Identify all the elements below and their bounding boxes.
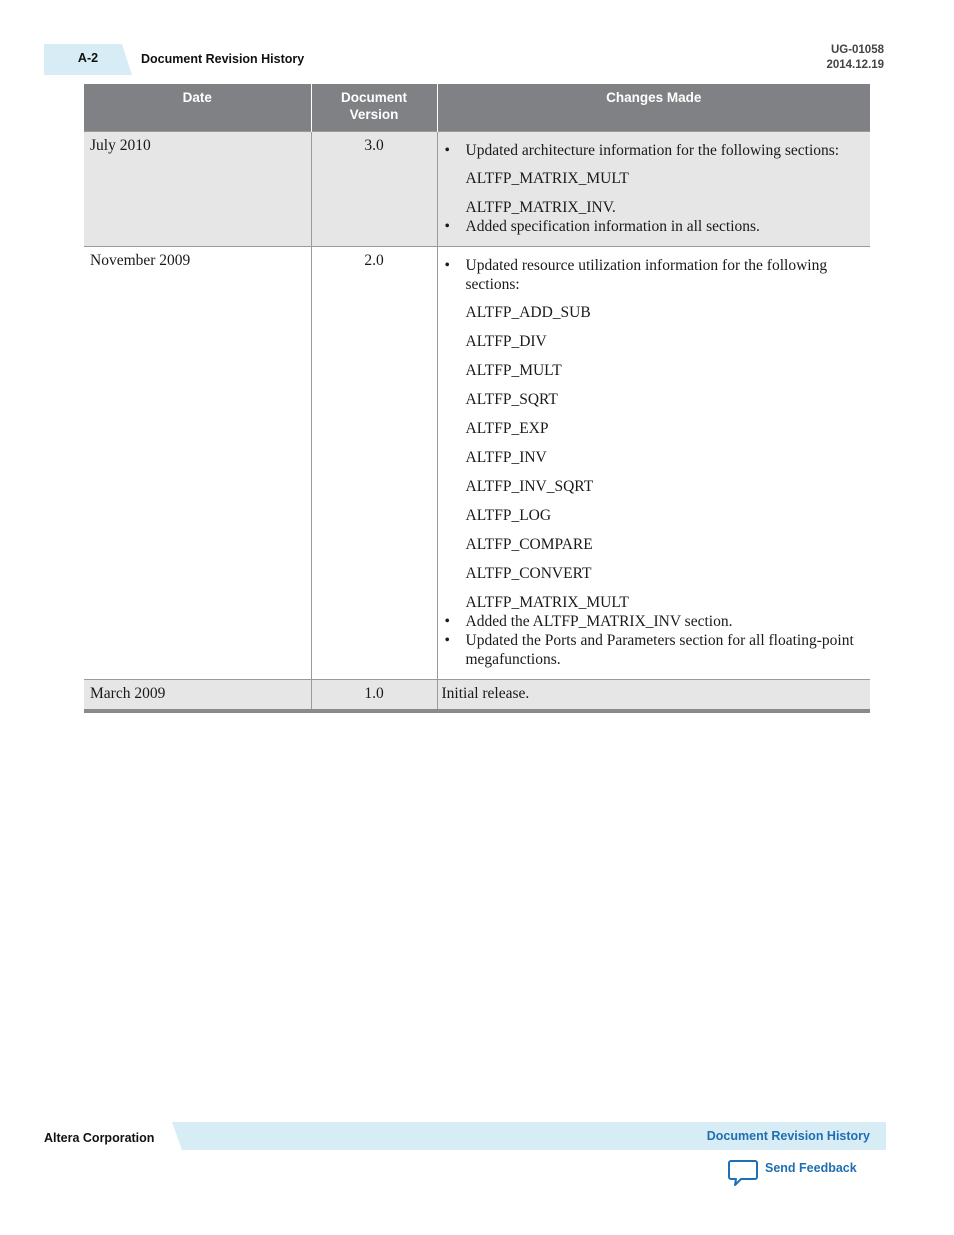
row-version: 3.0 xyxy=(311,132,437,247)
changes-list xyxy=(444,256,865,669)
section-name: ALTFP_MATRIX_MULT xyxy=(465,170,629,187)
column-header-version: Document Version xyxy=(311,84,437,132)
section-name: ALTFP_DIV xyxy=(465,333,547,350)
changes-list xyxy=(444,141,865,236)
column-header-changes: Changes Made xyxy=(437,84,870,132)
change-text: Added specification information in all sections. xyxy=(465,218,760,235)
row-version: 1.0 xyxy=(311,680,437,712)
section-name: ALTFP_SQRT xyxy=(465,391,558,408)
row-date: November 2009 xyxy=(84,247,311,680)
column-header-date: Date xyxy=(84,84,311,132)
change-text: Updated resource utilization information for the following sections: xyxy=(465,257,828,293)
section-name: ALTFP_INV xyxy=(465,449,547,466)
revision-history-table xyxy=(84,84,870,713)
document-id-block xyxy=(826,43,884,73)
table-row xyxy=(84,247,870,680)
row-date: March 2009 xyxy=(84,680,311,712)
change-text: Updated architecture information for the following sections: xyxy=(465,142,840,159)
section-name: ALTFP_ADD_SUB xyxy=(465,304,591,321)
page-number: A-2 xyxy=(77,51,99,65)
change-text: Added the ALTFP_MATRIX_INV section. xyxy=(465,613,733,630)
list-item xyxy=(444,217,865,236)
row-changes xyxy=(437,132,870,247)
send-feedback-button[interactable] xyxy=(727,1158,867,1188)
row-version: 2.0 xyxy=(311,247,437,680)
section-name: ALTFP_EXP xyxy=(465,420,549,437)
section-list xyxy=(466,303,865,612)
running-header-title: Document Revision History xyxy=(141,52,305,66)
document-id: UG-01058 xyxy=(830,44,884,56)
footer-band xyxy=(172,1122,886,1150)
list-item xyxy=(444,256,865,612)
footer-company: Altera Corporation xyxy=(44,1131,155,1145)
section-name: ALTFP_COMPARE xyxy=(465,536,593,553)
section-name: ALTFP_MATRIX_MULT xyxy=(465,594,629,611)
section-name: ALTFP_MATRIX_INV. xyxy=(465,199,616,216)
table-header-row xyxy=(84,84,870,132)
section-name: ALTFP_MULT xyxy=(465,362,562,379)
section-list xyxy=(466,169,865,217)
page-number-tab xyxy=(44,44,132,75)
section-name: ALTFP_LOG xyxy=(465,507,552,524)
section-name: ALTFP_CONVERT xyxy=(465,565,592,582)
table-row xyxy=(84,680,870,712)
row-changes: Initial release. xyxy=(437,680,870,712)
row-date: July 2010 xyxy=(84,132,311,247)
list-item xyxy=(444,612,865,631)
list-item xyxy=(444,631,865,669)
table-row xyxy=(84,132,870,247)
document-date: 2014.12.19 xyxy=(826,59,884,71)
list-item xyxy=(444,141,865,217)
send-feedback-label: Send Feedback xyxy=(765,1161,857,1175)
row-changes xyxy=(437,247,870,680)
section-name: ALTFP_INV_SQRT xyxy=(465,478,594,495)
footer-section-link[interactable]: Document Revision History xyxy=(706,1129,870,1143)
change-text: Updated the Ports and Parameters section for all floating-point megafunctions. xyxy=(465,632,854,668)
speech-bubble-icon xyxy=(727,1158,759,1188)
